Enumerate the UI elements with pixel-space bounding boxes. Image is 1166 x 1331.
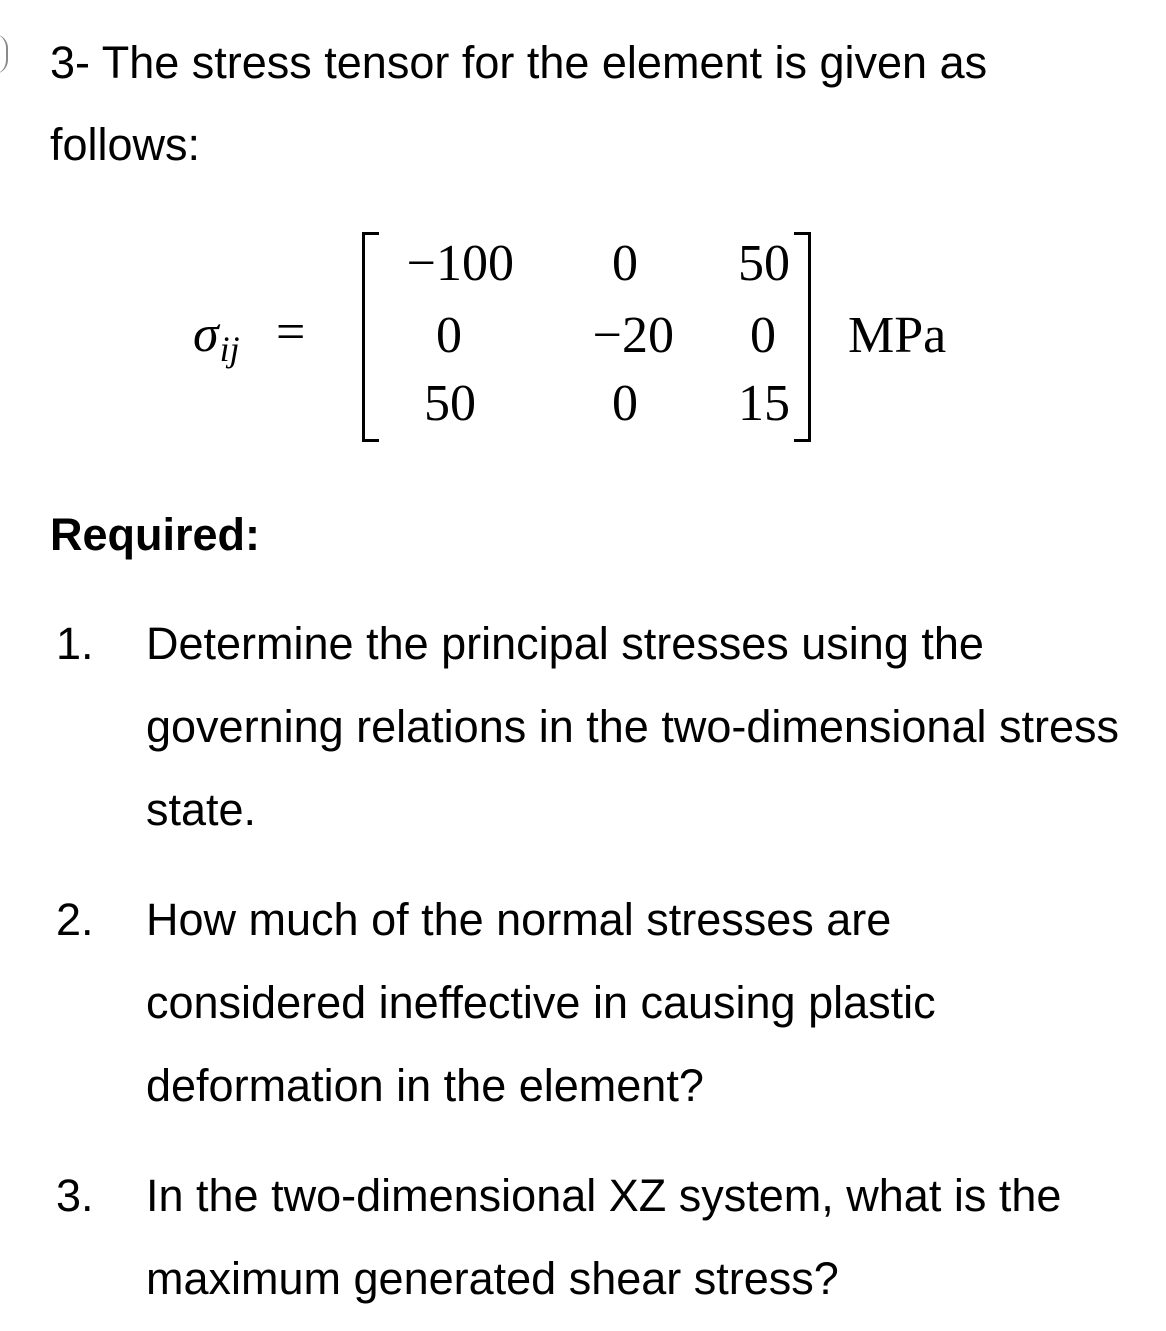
matrix-cell-r3c2: 0 — [612, 375, 638, 432]
matrix-cell-r2c2: −20 — [592, 307, 674, 364]
equals-sign: = — [276, 304, 306, 361]
matrix-cell-r3c1: 50 — [424, 375, 476, 432]
list-item-number: 1. — [56, 618, 94, 669]
matrix-cell-r1c1: −100 — [406, 235, 514, 292]
list-item-text: In the two-dimensional XZ system, what is the maximum generated shear stress? — [146, 1170, 1062, 1304]
edge-scroll-mark — [0, 34, 8, 74]
matrix-left-bracket — [362, 232, 379, 442]
matrix-right-bracket — [794, 232, 811, 442]
stress-symbol — [193, 305, 240, 369]
stress-unit: MPa — [848, 307, 947, 364]
stress-symbol-letter: σ — [193, 306, 219, 363]
stress-subscript: ij — [219, 329, 240, 369]
matrix-cell-r1c2: 0 — [612, 235, 638, 292]
matrix-cell-r2c3: 0 — [750, 307, 776, 364]
list-item-text: How much of the normal stresses are considered ineffective in causing plastic deformation in the element? — [146, 894, 936, 1111]
list-item-number: 3. — [56, 1170, 94, 1221]
matrix-cell-r3c3: 15 — [738, 375, 790, 432]
problem-intro: 3- The stress tensor for the element is given as follows: — [50, 37, 988, 170]
matrix-cell-r1c3: 50 — [738, 235, 790, 292]
required-heading: Required: — [50, 509, 261, 560]
stress-tensor-equation — [0, 226, 1166, 441]
list-item-text: Determine the principal stresses using the governing relations in the two-dimensional stress state. — [146, 618, 1119, 835]
list-item-number: 2. — [56, 894, 94, 945]
matrix-cell-r2c1: 0 — [436, 307, 462, 364]
